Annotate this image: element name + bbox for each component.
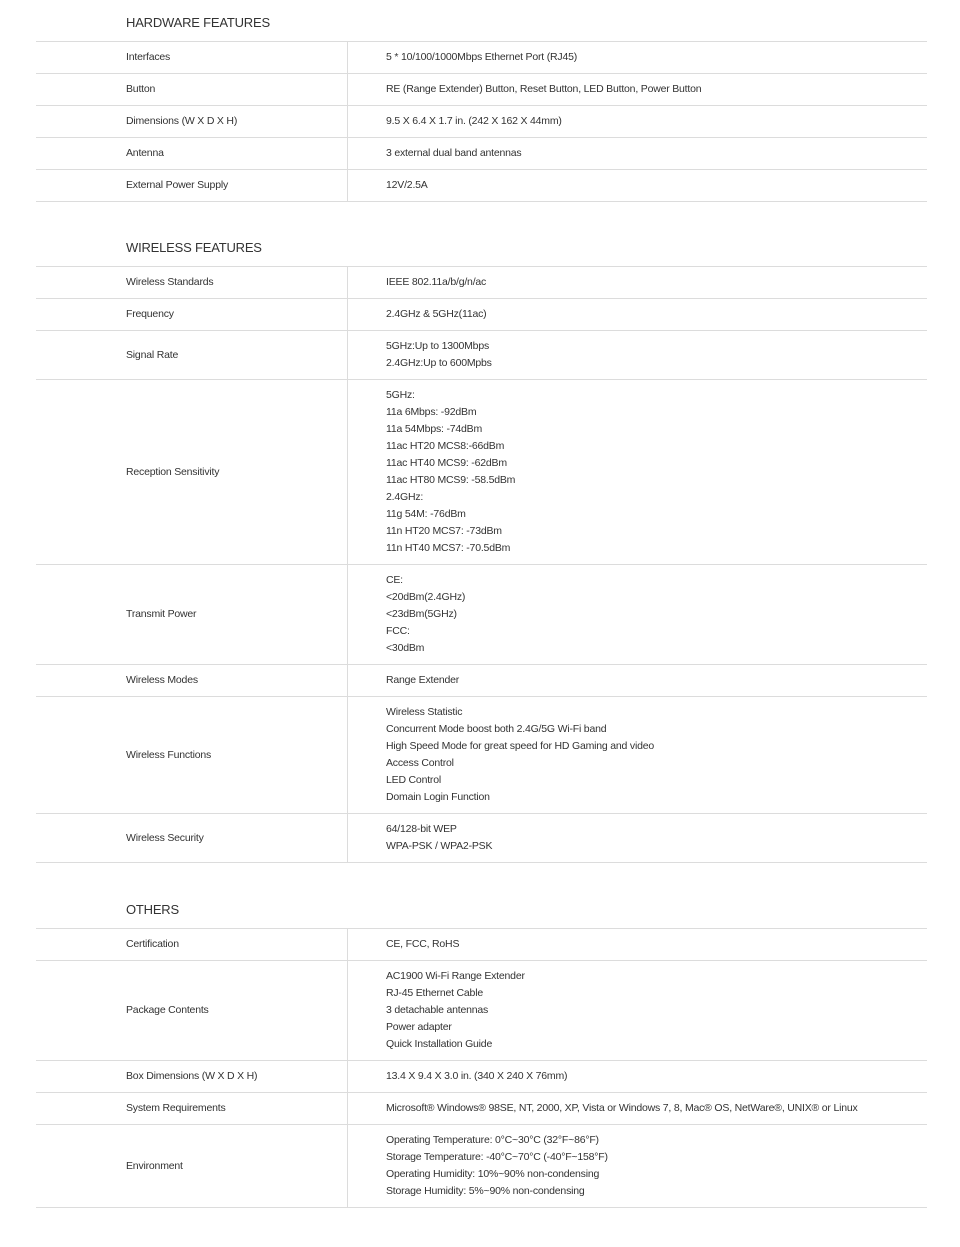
spec-values	[348, 74, 927, 105]
spec-value-line: 11n HT20 MCS7: -73dBm	[386, 525, 502, 537]
spec-values	[348, 1093, 927, 1124]
spec-value-line: Wireless Statistic	[386, 706, 463, 718]
spec-values	[348, 665, 927, 696]
spec-value-line: LED Control	[386, 774, 441, 786]
spec-row	[36, 331, 927, 380]
spec-value-line: Quick Installation Guide	[386, 1038, 493, 1050]
spec-row	[36, 665, 927, 697]
spec-row	[36, 961, 927, 1061]
spec-label: Antenna	[36, 138, 348, 169]
spec-label: Signal Rate	[36, 331, 348, 379]
spec-value-line: 3 external dual band antennas	[386, 147, 522, 159]
spec-value-line: RE (Range Extender) Button, Reset Button, LED Button, Power Button	[386, 83, 702, 95]
spec-values	[348, 929, 927, 960]
spec-value-line: Storage Temperature: -40°C~70°C (-40°F~158°F)	[386, 1151, 608, 1163]
spec-row	[36, 170, 927, 202]
spec-row	[36, 42, 927, 74]
spec-row	[36, 106, 927, 138]
spec-label: Box Dimensions (W X D X H)	[36, 1061, 348, 1092]
spec-label: Certification	[36, 929, 348, 960]
spec-value-line: High Speed Mode for great speed for HD Gaming and video	[386, 740, 654, 752]
spec-value-line: 2.4GHz:Up to 600Mpbs	[386, 357, 492, 369]
spec-value-line: <23dBm(5GHz)	[386, 608, 457, 620]
spec-label: External Power Supply	[36, 170, 348, 201]
spec-values	[348, 331, 927, 379]
spec-row	[36, 814, 927, 863]
spec-value-line: Storage Humidity: 5%~90% non-condensing	[386, 1185, 585, 1197]
spec-value-line: FCC:	[386, 625, 410, 637]
spec-value-line: 2.4GHz:	[386, 491, 424, 503]
spec-values	[348, 1061, 927, 1092]
spec-label: System Requirements	[36, 1093, 348, 1124]
spec-value-line: Operating Humidity: 10%~90% non-condensing	[386, 1168, 600, 1180]
spec-label: Environment	[36, 1125, 348, 1207]
spec-value-line: Power adapter	[386, 1021, 452, 1033]
section-title: HARDWARE FEATURES	[36, 0, 927, 42]
spec-label: Frequency	[36, 299, 348, 330]
spec-label: Wireless Security	[36, 814, 348, 862]
spec-values	[348, 961, 927, 1060]
spec-row	[36, 74, 927, 106]
spec-row	[36, 1125, 927, 1208]
spec-label: Interfaces	[36, 42, 348, 73]
spec-value-line: 11g 54M: -76dBm	[386, 508, 466, 520]
spec-row	[36, 138, 927, 170]
spec-row	[36, 1061, 927, 1093]
spec-values	[348, 267, 927, 298]
spec-row	[36, 1093, 927, 1125]
spec-label: Transmit Power	[36, 565, 348, 664]
spec-row	[36, 380, 927, 565]
spec-value-line: 11ac HT20 MCS8:-66dBm	[386, 440, 505, 452]
spec-label: Reception Sensitivity	[36, 380, 348, 564]
spec-value-line: 12V/2.5A	[386, 179, 428, 191]
spec-value-line: WPA-PSK / WPA2-PSK	[386, 840, 493, 852]
spec-row	[36, 565, 927, 665]
spec-document	[36, 0, 927, 1208]
spec-value-line: Microsoft® Windows® 98SE, NT, 2000, XP, Vista or Windows 7, 8, Mac® OS, NetWare®, UNIX® or Linux	[386, 1102, 858, 1114]
spec-value-line: <30dBm	[386, 642, 425, 654]
spec-value-line: 3 detachable antennas	[386, 1004, 489, 1016]
spec-value-line: Access Control	[386, 757, 454, 769]
spec-values	[348, 42, 927, 73]
spec-value-line: 11a 54Mbps: -74dBm	[386, 423, 483, 435]
spec-value-line: 5GHz:Up to 1300Mbps	[386, 340, 490, 352]
spec-value-line: 11ac HT80 MCS9: -58.5dBm	[386, 474, 516, 486]
spec-value-line: 64/128-bit WEP	[386, 823, 457, 835]
spec-values	[348, 299, 927, 330]
spec-label: Dimensions (W X D X H)	[36, 106, 348, 137]
spec-value-line: 11n HT40 MCS7: -70.5dBm	[386, 542, 511, 554]
spec-value-line: Domain Login Function	[386, 791, 490, 803]
spec-values	[348, 170, 927, 201]
spec-row	[36, 697, 927, 814]
spec-section	[36, 887, 927, 1208]
spec-value-line: CE:	[386, 574, 403, 586]
spec-value-line: Concurrent Mode boost both 2.4G/5G Wi-Fi band	[386, 723, 607, 735]
spec-value-line: 11ac HT40 MCS9: -62dBm	[386, 457, 507, 469]
spec-values	[348, 1125, 927, 1207]
spec-value-line: CE, FCC, RoHS	[386, 938, 460, 950]
spec-section	[36, 225, 927, 863]
spec-values	[348, 565, 927, 664]
spec-value-line: AC1900 Wi-Fi Range Extender	[386, 970, 525, 982]
section-title: WIRELESS FEATURES	[36, 225, 927, 267]
spec-section	[36, 0, 927, 202]
spec-value-line: 5GHz:	[386, 389, 415, 401]
spec-label: Wireless Standards	[36, 267, 348, 298]
spec-value-line: IEEE 802.11a/b/g/n/ac	[386, 276, 487, 288]
spec-label: Package Contents	[36, 961, 348, 1060]
spec-value-line: Operating Temperature: 0°C~30°C (32°F~86°F)	[386, 1134, 599, 1146]
spec-values	[348, 814, 927, 862]
spec-label: Button	[36, 74, 348, 105]
spec-value-line: Range Extender	[386, 674, 460, 686]
section-title: OTHERS	[36, 887, 927, 929]
spec-row	[36, 929, 927, 961]
spec-row	[36, 299, 927, 331]
spec-row	[36, 267, 927, 299]
spec-value-line: <20dBm(2.4GHz)	[386, 591, 466, 603]
spec-value-line: 5 * 10/100/1000Mbps Ethernet Port (RJ45)	[386, 51, 578, 63]
spec-value-line: 2.4GHz & 5GHz(11ac)	[386, 308, 487, 320]
spec-values	[348, 106, 927, 137]
spec-value-line: RJ-45 Ethernet Cable	[386, 987, 483, 999]
spec-values	[348, 138, 927, 169]
spec-label: Wireless Functions	[36, 697, 348, 813]
spec-label: Wireless Modes	[36, 665, 348, 696]
spec-value-line: 9.5 X 6.4 X 1.7 in. (242 X 162 X 44mm)	[386, 115, 562, 127]
spec-value-line: 11a 6Mbps: -92dBm	[386, 406, 477, 418]
spec-values	[348, 697, 927, 813]
spec-value-line: 13.4 X 9.4 X 3.0 in. (340 X 240 X 76mm)	[386, 1070, 568, 1082]
spec-values	[348, 380, 927, 564]
